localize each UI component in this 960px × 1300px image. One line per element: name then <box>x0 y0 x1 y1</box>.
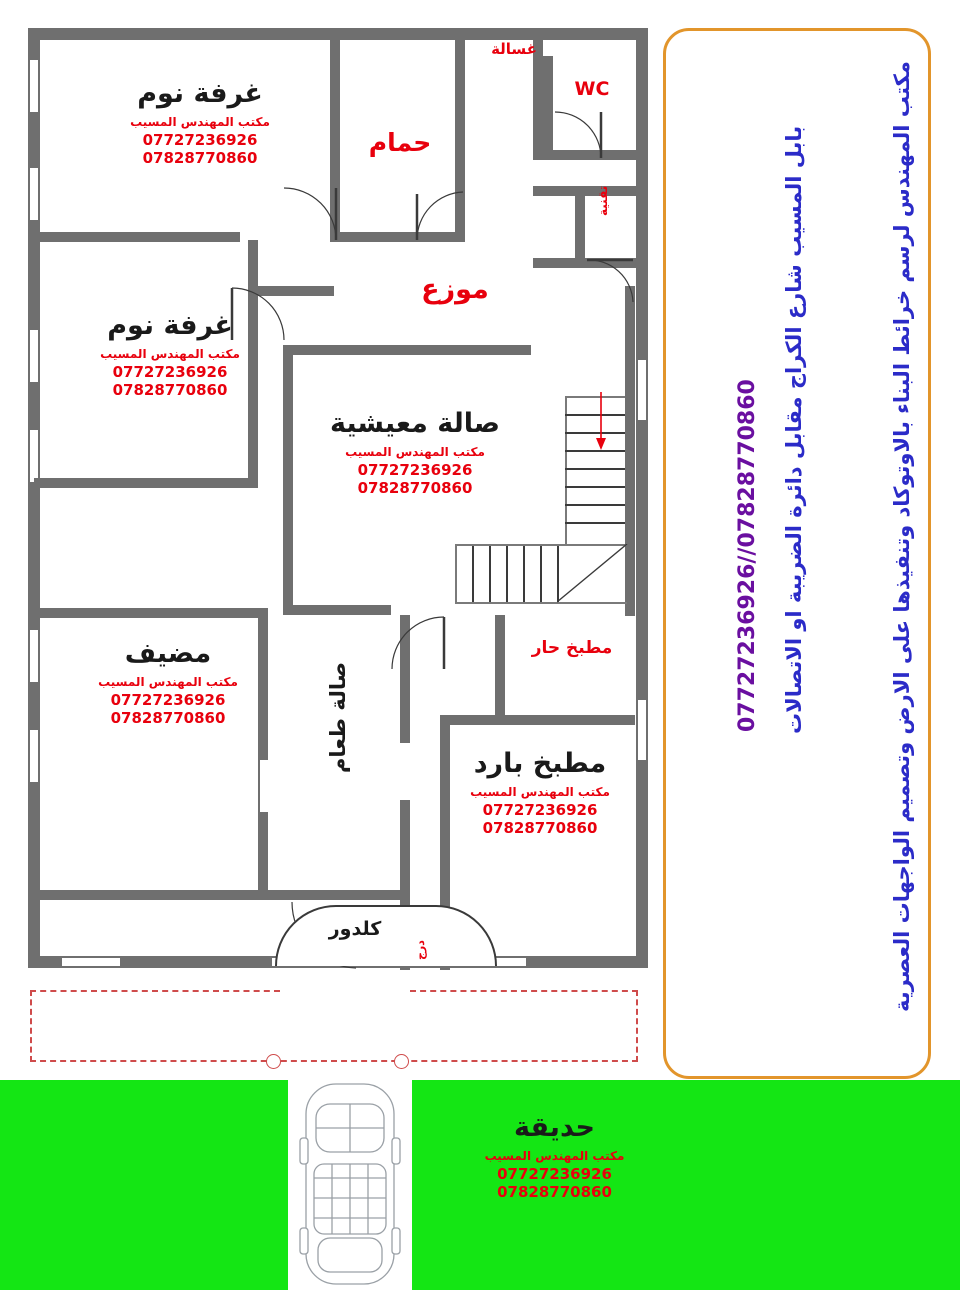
window-left-4 <box>30 430 38 482</box>
room-label-hot-kitchen <box>512 638 632 658</box>
wall-coldkitchen-top <box>440 715 500 725</box>
phone-2: 07828770860 <box>482 819 598 837</box>
info-panel <box>663 28 931 1079</box>
room-title: حمام <box>368 128 432 157</box>
plot-boundary-top-left <box>30 990 280 992</box>
door-technical <box>585 258 637 304</box>
stairs-diagonal <box>557 544 629 604</box>
office-name: مكتب المهندس المسيب <box>345 445 485 459</box>
room-label-wc <box>562 78 622 100</box>
wall-technical-left <box>575 186 585 266</box>
phone-1: 07727236926 <box>110 691 226 709</box>
wall-living-left <box>283 345 293 615</box>
door-wc <box>553 110 603 160</box>
gate-pivot-left <box>266 1054 281 1069</box>
room-label-bedroom1 <box>90 78 310 167</box>
wall-bedroom2-bottom <box>34 478 258 488</box>
wall-hotkitchen-bottom <box>495 715 635 725</box>
room-label-technical <box>596 186 610 256</box>
phone-2: 07828770860 <box>142 149 258 167</box>
phone-1: 07727236926 <box>497 1165 612 1183</box>
door-dining <box>390 615 446 671</box>
room-title: صالة معيشية <box>330 408 500 439</box>
stairs-text: درج <box>414 940 427 960</box>
phone-1: 07727236926 <box>482 801 598 819</box>
room-title: كلدور <box>328 918 382 940</box>
window-left-2 <box>30 168 38 220</box>
room-title: مطبخ بارد <box>473 748 607 779</box>
stairs-direction-arrow <box>592 392 610 452</box>
phone-2: 07828770860 <box>112 381 228 399</box>
door-bedroom1 <box>278 186 338 242</box>
window-right-1 <box>638 360 646 420</box>
technical-text: تقنية <box>596 186 610 217</box>
wall-living-bottom <box>283 605 391 615</box>
room-title: موزع <box>421 274 489 305</box>
garden-label <box>432 1112 677 1201</box>
room-title: غرفة نوم <box>137 78 263 109</box>
wall-dining-right2 <box>400 800 410 898</box>
dining-text: صالة طعام <box>326 662 350 774</box>
room-label-living <box>300 408 530 497</box>
room-label-washer <box>486 40 542 58</box>
window-bottom-1 <box>62 958 120 966</box>
room-label-bedroom2 <box>70 310 270 399</box>
opening-guest-left <box>260 760 268 812</box>
wall-guest-bottom <box>34 890 268 900</box>
room-label-corridor <box>300 918 410 940</box>
plot-boundary-right <box>636 990 638 1062</box>
plot-boundary-left <box>30 990 32 1062</box>
room-title: مطبخ حار <box>531 638 613 658</box>
phone-1: 07727236926 <box>112 363 228 381</box>
phone-2: 07828770860 <box>497 1183 612 1201</box>
washer-text: غسالة <box>491 40 537 58</box>
panel-line-2: بابل المسيب شارع الكراج مقابل دائرة الضريبة او الاتصالات <box>782 126 806 735</box>
wall-hotkitchen-left <box>495 615 505 725</box>
wall-wc-left <box>543 56 553 156</box>
wall-guest-top <box>34 608 268 618</box>
office-name: مكتب المهندس المسيب <box>470 785 610 799</box>
window-left-6 <box>30 730 38 782</box>
plot-boundary-top-right <box>410 990 638 992</box>
room-title: غرفة نوم <box>107 310 233 341</box>
panel-line-1: مكتب المهندس لرسم خرائط البناء بالاوتوكاد وتنفيذها على الارض وتصميم الواجهات العصرية <box>890 61 914 1012</box>
room-label-bathroom <box>352 128 448 157</box>
phone-2: 07828770860 <box>110 709 226 727</box>
window-left-1 <box>30 60 38 112</box>
wc-text: WC <box>574 78 610 100</box>
phone-1: 07727236926 <box>357 461 473 479</box>
office-name: مكتب المهندس المسيب <box>100 347 240 361</box>
car-icon <box>296 1078 404 1290</box>
wall-living-top <box>283 345 531 355</box>
office-name: مكتب المهندس المسيب <box>484 1149 625 1163</box>
door-bathroom <box>415 190 465 242</box>
wall-technical-top <box>533 186 648 196</box>
room-label-small-stairs <box>414 940 427 992</box>
garden-left <box>0 1080 288 1290</box>
plot-boundary-bottom <box>30 1060 638 1062</box>
office-name: مكتب المهندس المسيب <box>130 115 270 129</box>
phone-2: 07828770860 <box>357 479 473 497</box>
window-left-3 <box>30 330 38 382</box>
window-left-5 <box>30 630 38 682</box>
office-name: مكتب المهندس المسيب <box>98 675 238 689</box>
phone-1: 07727236926 <box>142 131 258 149</box>
panel-line-3: 07828770860//07727236926 <box>735 379 760 732</box>
garden-title: حديقة <box>514 1112 595 1143</box>
room-label-guest <box>68 638 268 727</box>
room-label-dining <box>326 662 350 792</box>
room-title: مضيف <box>124 638 212 669</box>
room-label-cold-kitchen <box>440 748 640 837</box>
gate-pivot-right <box>394 1054 409 1069</box>
wall-bedroom1-bottom <box>34 232 240 242</box>
room-label-distributor <box>390 274 520 305</box>
